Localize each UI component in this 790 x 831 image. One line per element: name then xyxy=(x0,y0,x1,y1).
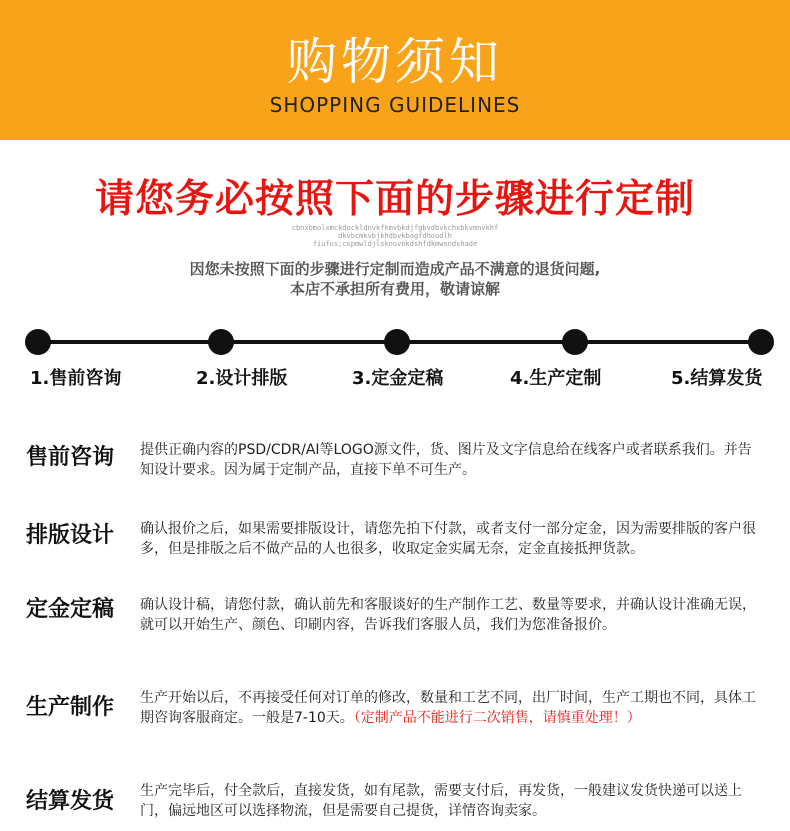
page-subtitle: SHOPPING GUIDELINES xyxy=(269,93,521,117)
section-title-layout: 排版设计 xyxy=(26,523,115,548)
section-title-consult: 售前咨询 xyxy=(26,445,115,470)
section-title-settlement: 结算发货 xyxy=(26,789,115,814)
section-title-deposit: 定金定稿 xyxy=(26,597,115,622)
production-text: 生产开始以后，不再接受任何对订单的修改，数量和工艺不同，出厂时间，生产工期也不同，具体工期咨询客服商定。一般是7-10天。 xyxy=(140,690,756,726)
filler-text-line: dkvbcmkvbjkhdbvkbagfdhoudlh xyxy=(338,232,452,240)
step-timeline xyxy=(0,320,790,370)
timeline-dot xyxy=(384,329,410,355)
production-warning: （定制产品不能进行二次销售，请慎重处理！） xyxy=(353,710,641,726)
page-title: 购物须知 xyxy=(287,33,503,91)
header-banner xyxy=(0,0,790,140)
notice-line-1: 因您未按照下面的步骤进行定制而造成产品不满意的退货问题, xyxy=(189,260,601,278)
section-body-production xyxy=(140,688,760,728)
notice-line-2: 本店不承担所有费用，敬请谅解 xyxy=(289,280,500,298)
section-title-production: 生产制作 xyxy=(26,695,115,720)
section-body-consult: 提供正确内容的PSD/CDR/AI等LOGO源文件，货、图片及文字信息给在线客户或者联系我们。并告知设计要求。因为属于定制产品，直接下单不可生产。 xyxy=(140,442,752,478)
step-label-1: 1.售前咨询 xyxy=(30,368,122,389)
section-body-deposit: 确认设计稿，请您付款，确认前先和客服谈好的生产制作工艺、数量等要求，并确认设计准确无误，就可以开始生产、颜色、印刷内容，告诉我们客服人员，我们为您准备报价。 xyxy=(140,597,756,633)
timeline-dot xyxy=(748,329,774,355)
step-label-3: 3.定金定稿 xyxy=(352,368,444,389)
timeline-dot xyxy=(208,329,234,355)
step-label-4: 4.生产定制 xyxy=(510,368,602,389)
filler-text-line: cbnxbmolxmckdockldnvkfkmvbkdjfgbvdbvkchxbkvmnvkhf xyxy=(291,224,499,232)
step-label-2: 2.设计排版 xyxy=(196,368,288,389)
section-body-settlement: 生产完毕后，付全款后，直接发货，如有尾款，需要支付后，再发货，一般建议发货快递可以送上门，偏远地区可以选择物流，但是需要自己提货，详情咨询卖家。 xyxy=(140,783,742,819)
timeline-dot xyxy=(25,329,51,355)
section-body-layout: 确认报价之后，如果需要排版设计，请您先拍下付款，或者支付一部分定金，因为需要排版的客户很多，但是排版之后不做产品的人也很多，收取定金实属无奈，定金直接抵押货款。 xyxy=(140,521,756,557)
filler-text-line: fiufus;cspmwldjlsknovnkdshfdkmwsndshade xyxy=(312,240,478,248)
main-headline: 请您务必按照下面的步骤进行定制 xyxy=(94,177,695,222)
step-label-5: 5.结算发货 xyxy=(671,368,763,389)
timeline-dot xyxy=(562,329,588,355)
